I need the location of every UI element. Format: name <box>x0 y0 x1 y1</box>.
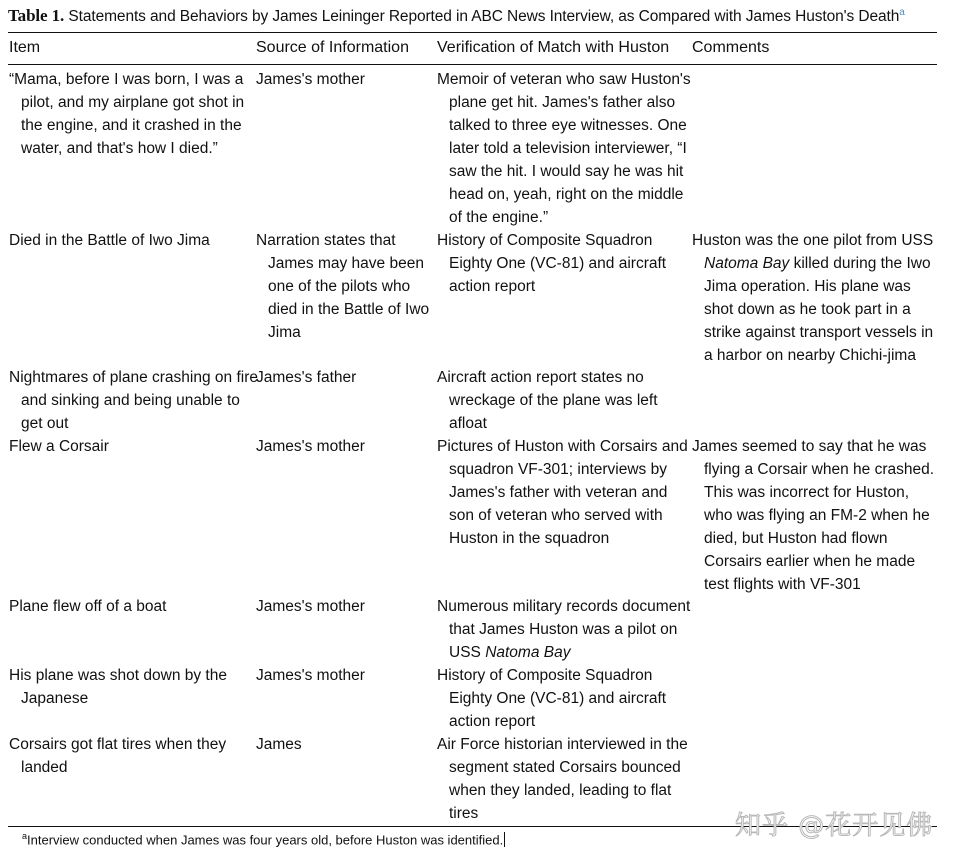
cell-line: Jima <box>268 324 301 341</box>
header-rule <box>8 64 937 65</box>
cell-line: wreckage of the plane was left <box>449 392 658 409</box>
cell-item <box>9 595 166 618</box>
cell-line: segment stated Corsairs bounced <box>449 759 681 776</box>
header-source: Source of Information <box>256 39 409 56</box>
text-cursor <box>504 832 505 847</box>
cell-source <box>256 68 365 91</box>
cell-line: James's mother <box>256 667 365 684</box>
cell-line: History of Composite Squadron <box>437 667 653 684</box>
cell-line: Pictures of Huston with Corsairs and <box>437 438 688 455</box>
cell-line: when they landed, leading to flat <box>449 782 672 799</box>
cell-verification <box>437 733 688 825</box>
cell-line: Huston in the squadron <box>449 530 610 547</box>
cell-line: test flights with VF-301 <box>704 576 861 593</box>
cell-line: action report <box>449 278 536 295</box>
cell-line: Died in the Battle of Iwo Jima <box>9 232 210 249</box>
cell-line: died in the Battle of Iwo <box>268 301 430 318</box>
cell-line: James's father <box>256 369 357 386</box>
top-rule <box>8 32 937 33</box>
cell-source <box>256 229 429 344</box>
header-item: Item <box>9 39 41 56</box>
cell-verification <box>437 595 690 664</box>
cell-line: landed <box>21 759 68 776</box>
cell-line: James's mother <box>256 71 365 88</box>
header-verification: Verification of Match with Huston <box>437 39 670 56</box>
cell-verification <box>437 366 658 435</box>
cell-line: who was flying an FM-2 when he <box>704 507 930 524</box>
cell-source <box>256 366 356 389</box>
cell-line: water, and that's how I died.” <box>21 140 218 157</box>
cell-line: saw the hit. I would say he was hit <box>449 163 684 180</box>
cell-line: and sinking and being unable to <box>21 392 240 409</box>
cell-line: head on, yeah, right on the middle <box>449 186 684 203</box>
cell-line: James may have been <box>268 255 424 272</box>
cell-line: the engine, and it crashed in the <box>21 117 242 134</box>
table-label: Table 1. <box>8 6 65 25</box>
caption-footnote-marker: a <box>899 6 905 18</box>
cell-comments <box>692 229 933 367</box>
cell-line: afloat <box>449 415 487 432</box>
cell-source <box>256 733 302 756</box>
cell-line: Numerous military records document <box>437 598 691 615</box>
cell-line: Japanese <box>21 690 89 707</box>
cell-line: Aircraft action report states no <box>437 369 644 386</box>
cell-line: a harbor on nearby Chichi-jima <box>704 347 916 364</box>
cell-line: Memoir of veteran who saw Huston's <box>437 71 691 88</box>
cell-verification <box>437 435 688 550</box>
table-caption <box>8 6 905 26</box>
cell-source <box>256 664 365 687</box>
cell-line: squadron VF-301; interviews by <box>449 461 667 478</box>
cell-line: plane get hit. James's father also <box>449 94 676 111</box>
footnote-marker: a <box>22 831 28 841</box>
cell-line: tires <box>449 805 479 822</box>
footnote-text: Interview conducted when James was four years old, before Huston was identified. <box>27 832 504 848</box>
cell-line: Eighty One (VC-81) and aircraft <box>449 255 667 272</box>
cell-line: Corsairs earlier when he made <box>704 553 916 570</box>
cell-item <box>9 229 210 252</box>
cell-line: Jima operation. His plane was <box>704 278 911 295</box>
cell-line: that James Huston was a pilot on <box>449 621 678 638</box>
cell-item <box>9 366 258 435</box>
cell-item <box>9 68 244 160</box>
cell-line: pilot, and my airplane got shot in <box>21 94 245 111</box>
cell-line: died, but Huston had flown <box>704 530 888 547</box>
cell-line: James's mother <box>256 598 365 615</box>
cell-line: shot down as he took part in a <box>704 301 911 318</box>
cell-line: James's father with veteran and <box>449 484 668 501</box>
cell-line: action report <box>449 713 536 730</box>
cell-line: Flew a Corsair <box>9 438 109 455</box>
table-title: Statements and Behaviors by James Leininger Reported in ABC News Interview, as Compared with James Huston's Death <box>68 8 900 25</box>
cell-line: Narration states that <box>256 232 396 249</box>
cell-source <box>256 435 365 458</box>
cell-line: Natoma Bay killed during the Iwo <box>704 255 931 272</box>
cell-verification <box>437 664 666 733</box>
footnote <box>22 831 505 847</box>
cell-comments <box>692 435 934 596</box>
cell-line: talked to three eye witnesses. One <box>449 117 687 134</box>
cell-line: Huston was the one pilot from USS <box>692 232 934 249</box>
cell-line: flying a Corsair when he crashed. <box>704 461 935 478</box>
cell-item <box>9 664 227 710</box>
cell-line: Nightmares of plane crashing on fire <box>9 369 258 386</box>
cell-line: His plane was shot down by the <box>9 667 227 684</box>
cell-item <box>9 733 226 779</box>
cell-verification <box>437 229 666 298</box>
cell-line: Plane flew off of a boat <box>9 598 167 615</box>
cell-item <box>9 435 109 458</box>
cell-line: This was incorrect for Huston, <box>704 484 910 501</box>
cell-line: of the engine.” <box>449 209 549 226</box>
cell-line: James seemed to say that he was <box>692 438 927 455</box>
cell-line: Corsairs got flat tires when they <box>9 736 227 753</box>
header-comments: Comments <box>692 39 770 56</box>
cell-line: later told a television interviewer, “I <box>449 140 687 157</box>
cell-verification <box>437 68 691 229</box>
cell-line: USS Natoma Bay <box>449 644 571 661</box>
cell-line: James <box>256 736 302 753</box>
cell-source <box>256 595 365 618</box>
cell-line: son of veteran who served with <box>449 507 663 524</box>
cell-line: Eighty One (VC-81) and aircraft <box>449 690 667 707</box>
watermark: 知乎 @花开见佛 <box>735 811 934 841</box>
cell-line: “Mama, before I was born, I was a <box>9 71 244 88</box>
cell-line: Air Force historian interviewed in the <box>437 736 688 753</box>
cell-line: one of the pilots who <box>268 278 411 295</box>
cell-line: James's mother <box>256 438 365 455</box>
cell-line: History of Composite Squadron <box>437 232 653 249</box>
cell-line: strike against transport vessels in <box>704 324 934 341</box>
cell-line: get out <box>21 415 69 432</box>
